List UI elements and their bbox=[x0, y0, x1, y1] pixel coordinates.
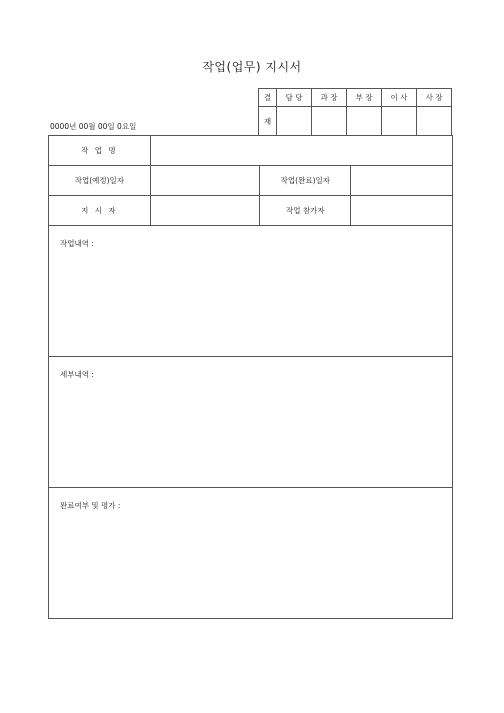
approval-sign-director[interactable] bbox=[382, 107, 417, 136]
completion-eval-area[interactable] bbox=[49, 488, 453, 619]
approval-sign-manager[interactable] bbox=[277, 107, 312, 136]
work-details-label: 작업내역 : bbox=[60, 239, 94, 248]
scheduled-date-label: 작업(예정)일자 bbox=[49, 166, 151, 196]
completion-eval-label: 완료여부 및 평가 : bbox=[60, 501, 121, 510]
approval-role-department-head: 부 장 bbox=[347, 89, 382, 107]
work-order-form bbox=[48, 135, 453, 619]
sub-details-label: 세부내역 : bbox=[60, 370, 94, 379]
approval-role-director: 이 사 bbox=[382, 89, 417, 107]
document-title: 작업(업무) 지시서 bbox=[202, 60, 302, 74]
scheduled-date-field[interactable] bbox=[150, 166, 260, 196]
approval-label-bottom: 재 bbox=[259, 107, 277, 136]
instructor-label: 지 시 자 bbox=[49, 196, 151, 226]
sub-details-area[interactable] bbox=[49, 357, 453, 488]
approval-role-president: 사 장 bbox=[417, 89, 452, 107]
approval-role-manager: 담 당 bbox=[277, 89, 312, 107]
participants-field[interactable] bbox=[351, 196, 453, 226]
completion-date-label: 작업(완료)일자 bbox=[260, 166, 351, 196]
completion-date-field[interactable] bbox=[351, 166, 453, 196]
participants-label: 작업 참가자 bbox=[260, 196, 351, 226]
approval-sign-president[interactable] bbox=[417, 107, 452, 136]
approval-sign-department-head[interactable] bbox=[347, 107, 382, 136]
instructor-field[interactable] bbox=[150, 196, 260, 226]
approval-role-section-chief: 과 장 bbox=[312, 89, 347, 107]
document-date: 0000년 00월 00일 0요일 bbox=[50, 122, 137, 131]
approval-table bbox=[258, 88, 452, 136]
approval-label-top: 결 bbox=[259, 89, 277, 107]
approval-sign-section-chief[interactable] bbox=[312, 107, 347, 136]
work-name-label: 작 업 명 bbox=[49, 136, 151, 166]
work-name-field[interactable] bbox=[150, 136, 452, 166]
work-details-area[interactable] bbox=[49, 226, 453, 357]
